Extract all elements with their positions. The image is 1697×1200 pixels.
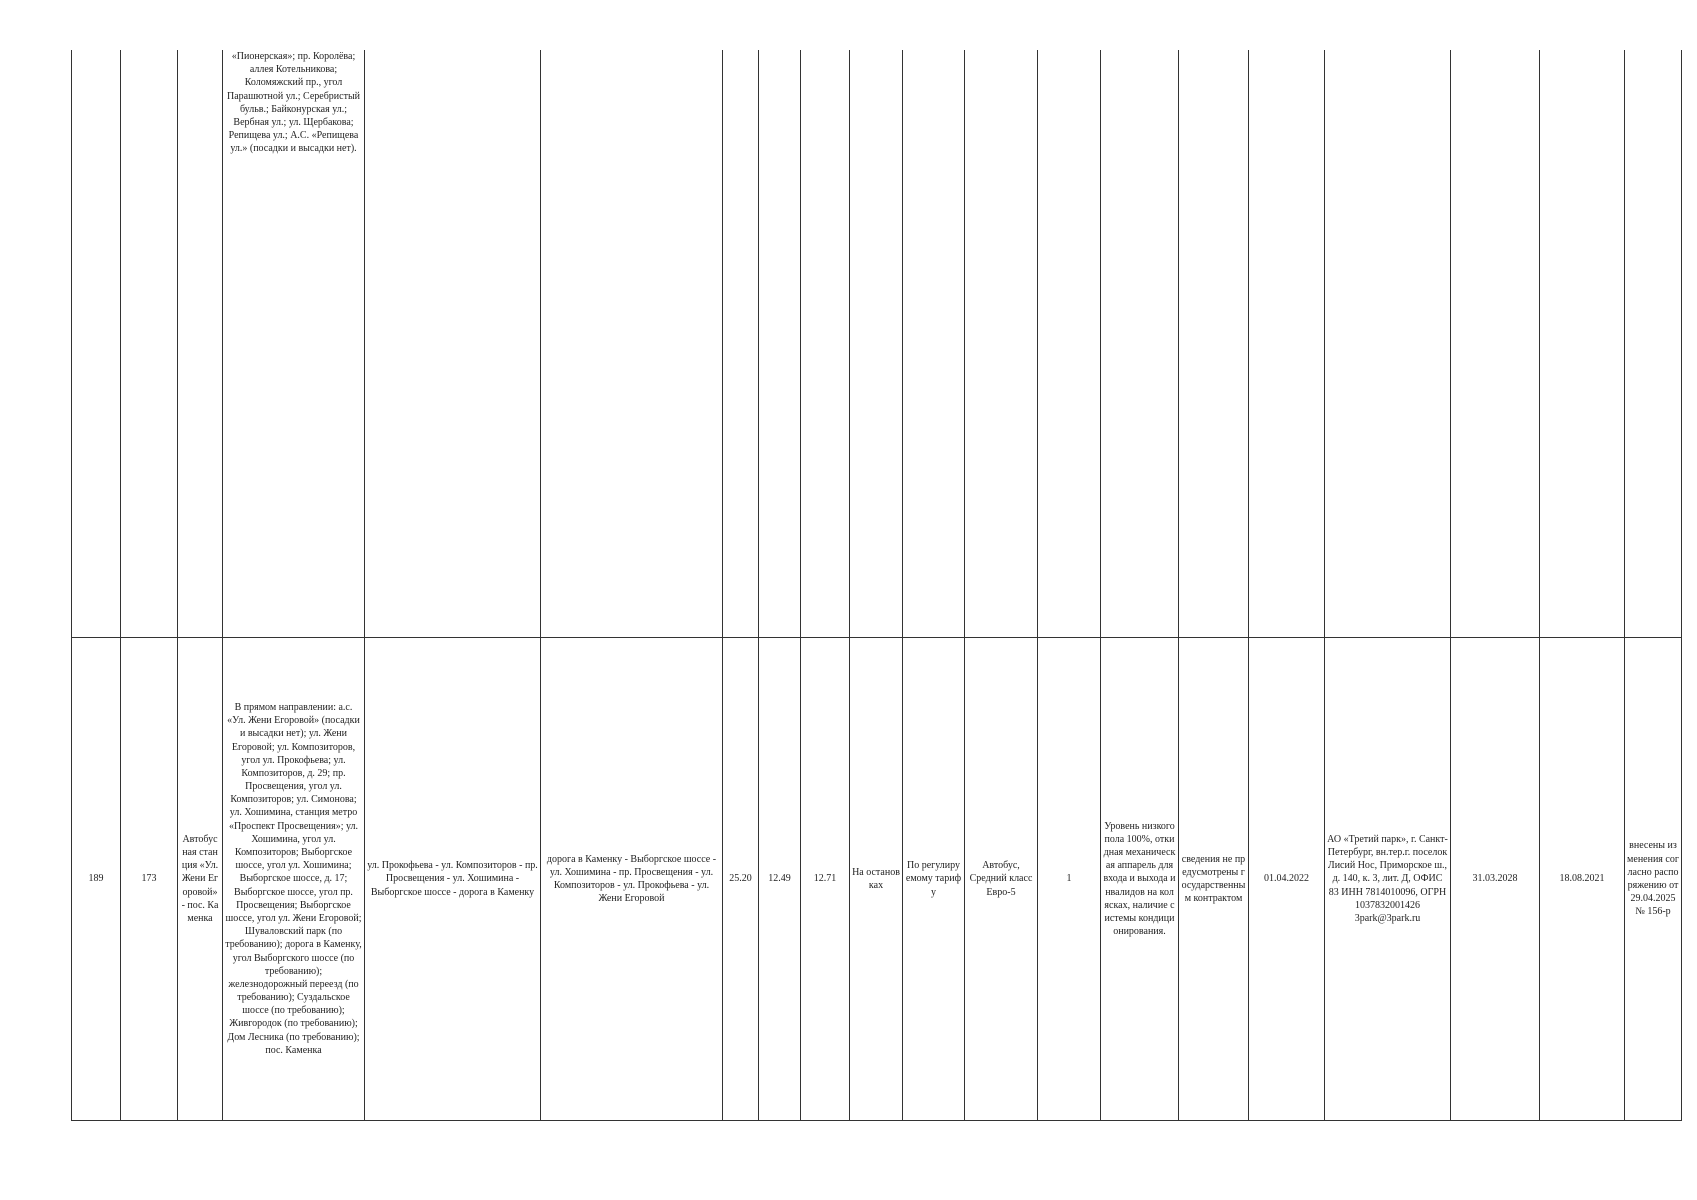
cell-route-no: 173: [121, 638, 178, 1121]
cell-registry-date: 18.08.2021: [1540, 638, 1625, 1121]
cell-length-forward: 25.20: [723, 638, 759, 1121]
table-row: [72, 638, 1682, 1121]
cell-streets-backward: [541, 50, 723, 638]
cell-characteristics: [1101, 50, 1179, 638]
cell-length-backward: 12.49: [759, 638, 801, 1121]
cell-boarding-order: На остановках: [850, 638, 903, 1121]
table-row: [72, 50, 1682, 638]
cell-route-name: [178, 50, 223, 638]
cell-end-date: 31.03.2028: [1451, 638, 1540, 1121]
cell-characteristics: Уровень низкого пола 100%, откидная механическая аппарель для входа и выхода инвалидов на колясках, наличие системы кондиционирования.: [1101, 638, 1179, 1121]
cell-registry-date: [1540, 50, 1625, 638]
cell-route-name: Автобусная станция «Ул. Жени Егоровой» - пос. Каменка: [178, 638, 223, 1121]
cell-changes: [1625, 50, 1682, 638]
cell-tariff: [903, 50, 965, 638]
cell-vehicle: [965, 50, 1038, 638]
cell-changes: внесены изменения согласно распоряжению от 29.04.2025 № 156-р: [1625, 638, 1682, 1121]
cell-reg-no: [72, 50, 121, 638]
cell-streets-forward: [365, 50, 541, 638]
cell-start-date: 01.04.2022: [1249, 638, 1325, 1121]
cell-stops: В прямом направлении: а.с. «Ул. Жени Егоровой» (посадки и высадки нет); ул. Жени Егоровой; ул. Композиторов, угол ул. Прокофьева; ул. Композиторов, д. 29; пр. Просвещения, угол ул. Композиторов; ул. Симонова; ул. Хошимина, станция метро «Проспект Просвещения»; ул. Хошимина, угол ул. Композиторов; Выборгское шоссе, угол ул. Хошимина; Выборгское шоссе, д. 17; Выборгское шоссе, угол пр. Просвещения; Выборгское шоссе, угол ул. Жени Егоровой; Шуваловский парк (по требованию); дорога в Каменку, угол Выборгского шоссе (по требованию); железнодорожный переезд (по требованию); Суздальское шоссе (по требованию); Живгородок (по требованию); Дом Лесника (по требованию); пос. Каменка: [223, 638, 365, 1121]
cell-length-third: 12.71: [801, 638, 850, 1121]
cell-route-no: [121, 50, 178, 638]
route-registry-table: [71, 50, 1682, 1121]
cell-stops: «Пионерская»; пр. Королёва; аллея Котельникова; Коломяжский пр., угол Парашютной ул.; Серебристый бульв.; Байконурская ул.; Вербная ул.; ул. Щербакова; Репищева ул.; А.С. «Репищева ул.» (посадки и высадки нет).: [223, 50, 365, 638]
cell-carrier: АО «Третий парк», г. Санкт-Петербург, вн.тер.г. поселок Лисий Нос, Приморское ш., д. 140, к. 3, лит. Д, ОФИС 83 ИНН 7814010096, ОГРН 1037832001426 3park@3park.ru: [1325, 638, 1451, 1121]
cell-contract: сведения не предусмотрены государственным контрактом: [1179, 638, 1249, 1121]
cell-vehicle-count: [1038, 50, 1101, 638]
cell-boarding-order: [850, 50, 903, 638]
cell-end-date: [1451, 50, 1540, 638]
cell-vehicle-count: 1: [1038, 638, 1101, 1121]
cell-streets-backward: дорога в Каменку - Выборгское шоссе - ул. Хошимина - пр. Просвещения - ул. Композиторов - ул. Прокофьева - ул. Жени Егоровой: [541, 638, 723, 1121]
cell-length-forward: [723, 50, 759, 638]
cell-reg-no: 189: [72, 638, 121, 1121]
cell-length-third: [801, 50, 850, 638]
cell-length-backward: [759, 50, 801, 638]
cell-tariff: По регулируемому тарифу: [903, 638, 965, 1121]
cell-streets-forward: ул. Прокофьева - ул. Композиторов - пр. Просвещения - ул. Хошимина - Выборгское шоссе - дорога в Каменку: [365, 638, 541, 1121]
cell-start-date: [1249, 50, 1325, 638]
cell-carrier: [1325, 50, 1451, 638]
cell-vehicle: Автобус, Средний класс Евро-5: [965, 638, 1038, 1121]
cell-contract: [1179, 50, 1249, 638]
